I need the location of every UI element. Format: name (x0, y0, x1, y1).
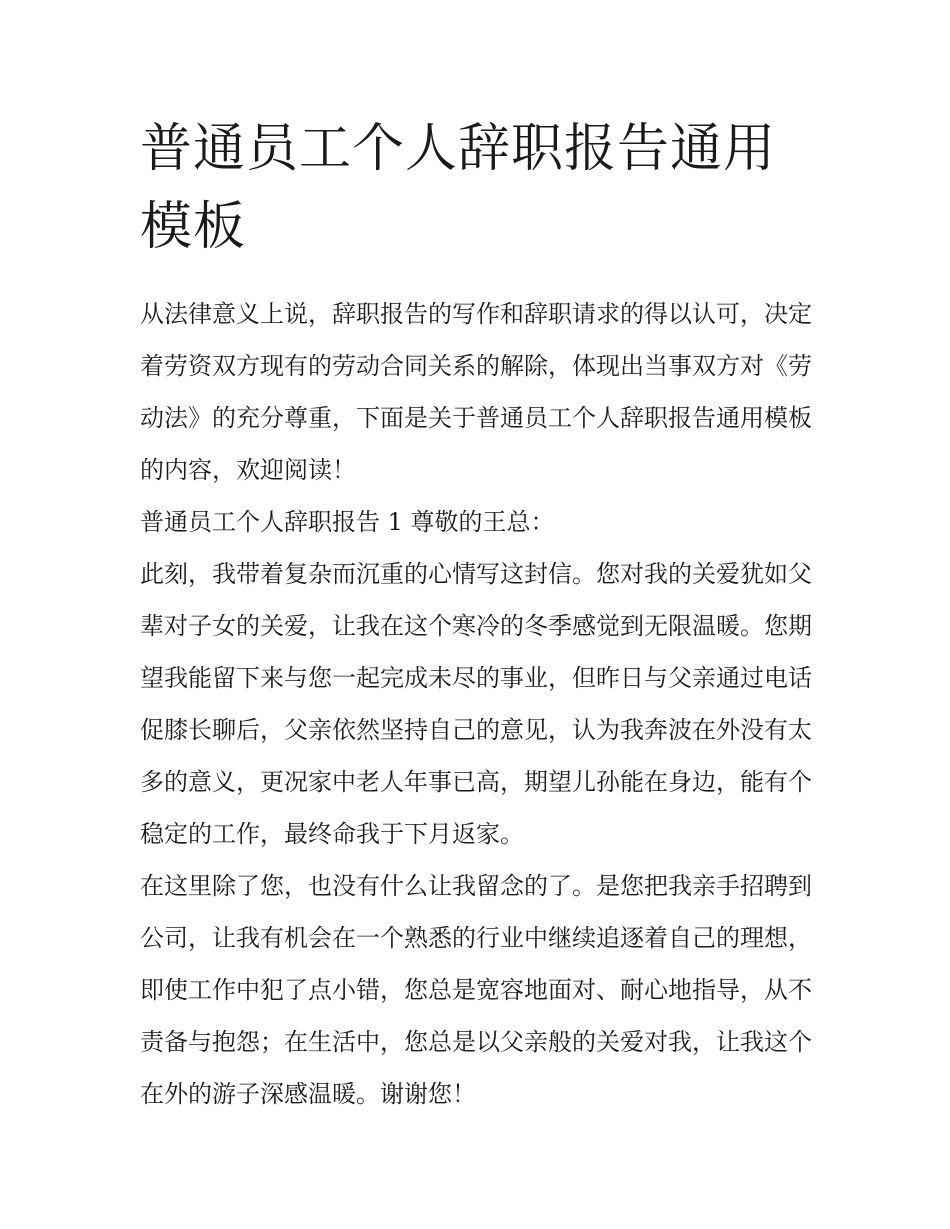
body-paragraph: 在这里除了您，也没有什么让我留念的了。是您把我亲手招聘到公司，让我有机会在一个熟悉的行业中继续追逐着自己的理想，即使工作中犯了点小错，您总是宽容地面对、耐心地指导，从不责备与抱怨；在生活中，您总是以父亲般的关爱对我，让我这个在外的游子深感温暖。谢谢您！ (140, 872, 812, 1108)
body-paragraph: 此刻，我带着复杂而沉重的心情写这封信。您对我的关爱犹如父辈对子女的关爱，让我在这个寒冷的冬季感觉到无限温暖。您期望我能留下来与您一起完成未尽的事业，但昨日与父亲通过电话促膝长聊后，父亲依然坚持自己的意见，认为我奔波在外没有太多的意义，更况家中老人年事已高，期望儿孙能在身边，能有个稳定的工作，最终命我于下月返家。 (140, 560, 812, 848)
intro-paragraph: 从法律意义上说，辞职报告的写作和辞职请求的得以认可，决定着劳资双方现有的劳动合同关系的解除，体现出当事双方对《劳动法》的充分尊重，下面是关于普通员工个人辞职报告通用模板的内容，欢迎阅读！ (140, 300, 812, 484)
document-title: 普通员工个人辞职报告通用模板 (140, 119, 777, 257)
letter-heading: 普通员工个人辞职报告 1 尊敬的王总： (140, 508, 555, 536)
document-page (140, 110, 812, 1120)
